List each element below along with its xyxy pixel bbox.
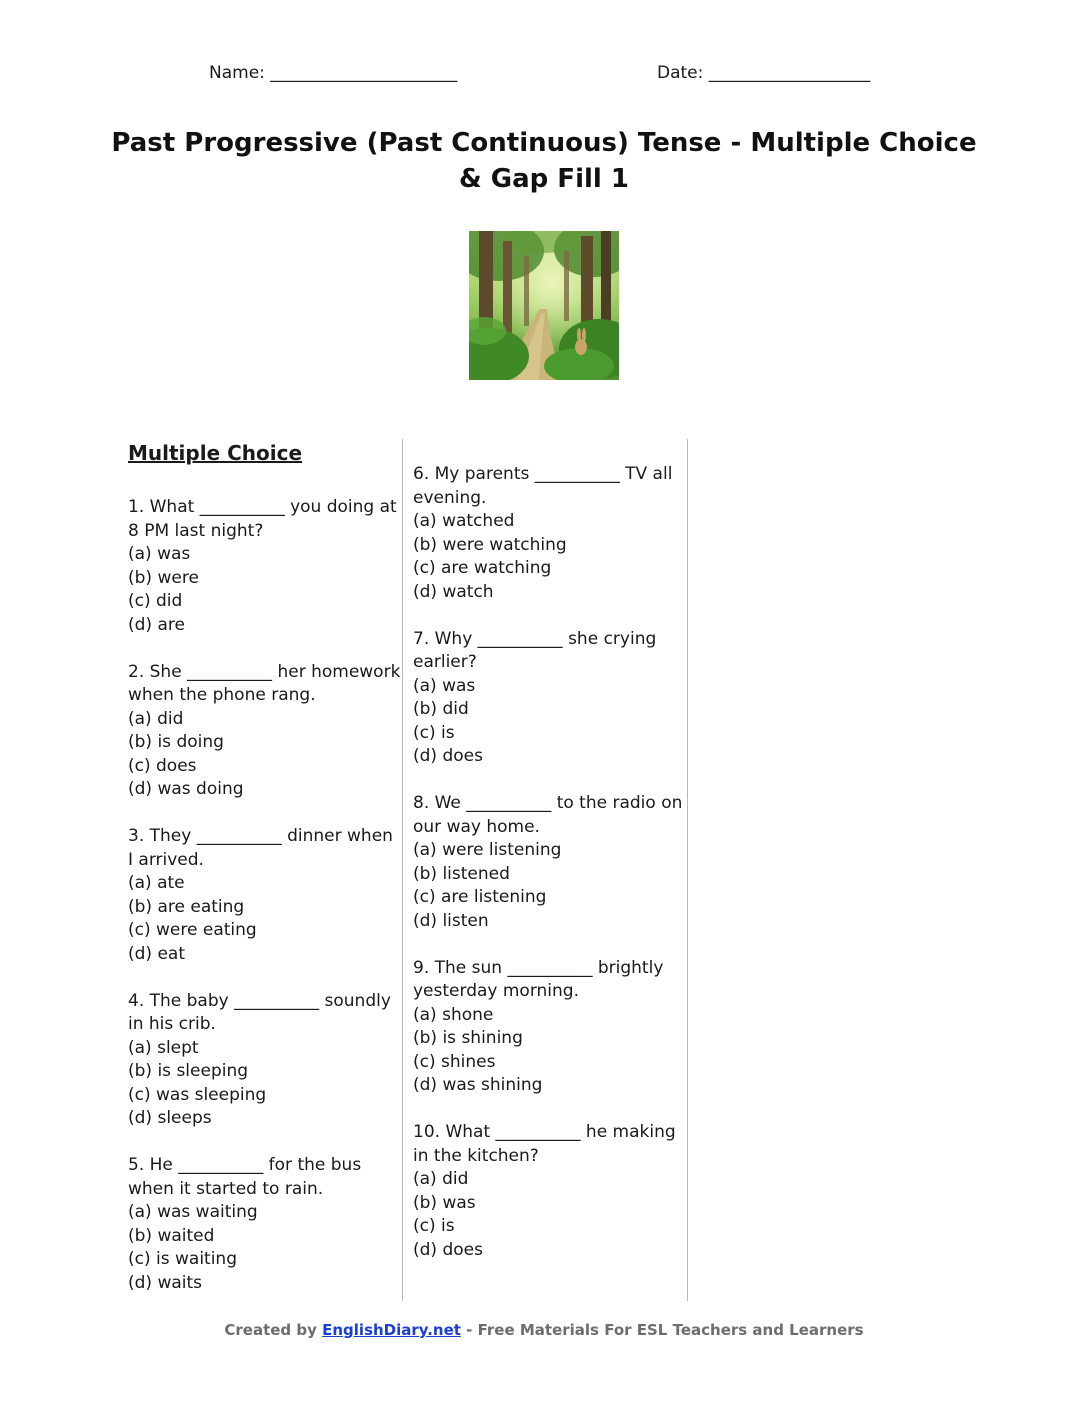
question-stem-line: in the kitchen? [413, 1145, 539, 1166]
answer-option[interactable]: (a) was waiting [128, 1202, 258, 1222]
question-stem-line: our way home. [413, 816, 540, 837]
footer-prefix: Created by [224, 1321, 323, 1339]
answer-option[interactable]: (b) were watching [413, 534, 567, 555]
question-stem-line: 9. The sun __________ brightly [413, 957, 664, 978]
question-stem-line: in his crib. [128, 1014, 216, 1034]
question-stem-line: 5. He __________ for the bus [128, 1155, 362, 1175]
answer-option[interactable]: (a) was [128, 544, 191, 564]
answer-option[interactable]: (d) waits [128, 1272, 203, 1293]
question-10 [413, 1121, 681, 1262]
answer-option[interactable]: (a) did [128, 708, 184, 729]
answer-option[interactable]: (d) eat [128, 943, 186, 964]
answer-option[interactable]: (b) did [413, 699, 469, 719]
answer-option[interactable]: (c) were eating [128, 920, 257, 940]
question-stem-line: I arrived. [128, 849, 204, 870]
answer-option[interactable]: (a) was [413, 675, 476, 696]
questions-column-2 [413, 463, 681, 1286]
column-divider-left [402, 439, 403, 1301]
question-stem-line: earlier? [413, 652, 477, 672]
question-2 [128, 661, 401, 802]
answer-option[interactable]: (c) was sleeping [128, 1084, 267, 1105]
footer-suffix: - Free Materials For ESL Teachers and Learners [460, 1321, 864, 1339]
answer-option[interactable]: (d) was shining [413, 1075, 543, 1095]
answer-option[interactable]: (a) were listening [413, 840, 562, 860]
question-6 [413, 463, 681, 604]
question-stem-line: 8 PM last night? [128, 520, 264, 541]
section-title: Multiple Choice [128, 441, 303, 465]
question-stem-line: 3. They __________ dinner when [128, 826, 393, 846]
answer-option[interactable]: (c) are watching [413, 558, 552, 578]
answer-option[interactable]: (c) are listening [413, 887, 547, 907]
answer-option[interactable]: (b) is doing [128, 732, 224, 752]
answer-option[interactable]: (c) shines [413, 1051, 496, 1072]
answer-option[interactable]: (c) is [413, 1216, 455, 1236]
answer-option[interactable]: (d) was doing [128, 779, 244, 799]
answer-option[interactable]: (a) ate [128, 873, 185, 893]
page-title: Past Progressive (Past Continuous) Tense - Multiple Choice & Gap Fill 1 [111, 128, 977, 194]
question-stem-line: evening. [413, 487, 487, 508]
question-stem-line: when it started to rain. [128, 1178, 324, 1199]
question-stem-line: 2. She __________ her homework [128, 661, 401, 682]
answer-option[interactable]: (b) are eating [128, 896, 245, 917]
answer-option[interactable]: (c) did [128, 591, 183, 611]
question-4 [128, 990, 396, 1131]
question-stem-line: 8. We __________ to the radio on [413, 793, 683, 813]
answer-option[interactable]: (d) listen [413, 910, 489, 931]
answer-option[interactable]: (a) slept [128, 1037, 199, 1058]
answer-option[interactable]: (b) is shining [413, 1028, 523, 1048]
question-5 [128, 1154, 396, 1295]
question-7 [413, 628, 681, 769]
answer-option[interactable]: (d) does [413, 1239, 483, 1260]
footer [0, 1321, 1088, 1339]
question-stem-line: 10. What __________ he making [413, 1122, 676, 1142]
question-stem-line: 6. My parents __________ TV all [413, 464, 673, 484]
question-stem-line: 1. What __________ you doing at [128, 497, 397, 517]
answer-option[interactable]: (b) was [413, 1192, 476, 1213]
answer-option[interactable]: (a) watched [413, 511, 515, 531]
question-stem-line: yesterday morning. [413, 981, 579, 1001]
answer-option[interactable]: (d) sleeps [128, 1108, 212, 1128]
answer-option[interactable]: (b) is sleeping [128, 1061, 249, 1081]
question-9 [413, 957, 681, 1098]
footer-link[interactable]: EnglishDiary.net [322, 1321, 461, 1339]
question-stem-line: when the phone rang. [128, 685, 316, 705]
question-stem-line: 7. Why __________ she crying [413, 628, 657, 649]
date-field[interactable]: Date: ___________________ [657, 63, 871, 83]
questions-column-1 [128, 440, 401, 1319]
forest-path-rabbit-illustration [469, 231, 619, 380]
question-1 [128, 496, 396, 637]
answer-option[interactable]: (d) does [413, 746, 483, 766]
answer-option[interactable]: (d) watch [413, 581, 494, 602]
answer-option[interactable]: (d) are [128, 614, 185, 635]
answer-option[interactable]: (a) did [413, 1169, 469, 1189]
answer-option[interactable]: (c) is [413, 722, 455, 743]
forest-path-image [469, 231, 619, 380]
answer-option[interactable]: (b) were [128, 567, 199, 588]
answer-option[interactable]: (c) does [128, 755, 197, 776]
column-divider-right [687, 439, 688, 1301]
question-8 [413, 792, 681, 933]
question-3 [128, 825, 396, 966]
answer-option[interactable]: (c) is waiting [128, 1249, 237, 1269]
answer-option[interactable]: (b) listened [413, 863, 510, 884]
answer-option[interactable]: (b) waited [128, 1225, 215, 1246]
name-field[interactable]: Name: ______________________ [209, 63, 458, 83]
question-stem-line: 4. The baby __________ soundly [128, 990, 391, 1011]
answer-option[interactable]: (a) shone [413, 1004, 494, 1025]
